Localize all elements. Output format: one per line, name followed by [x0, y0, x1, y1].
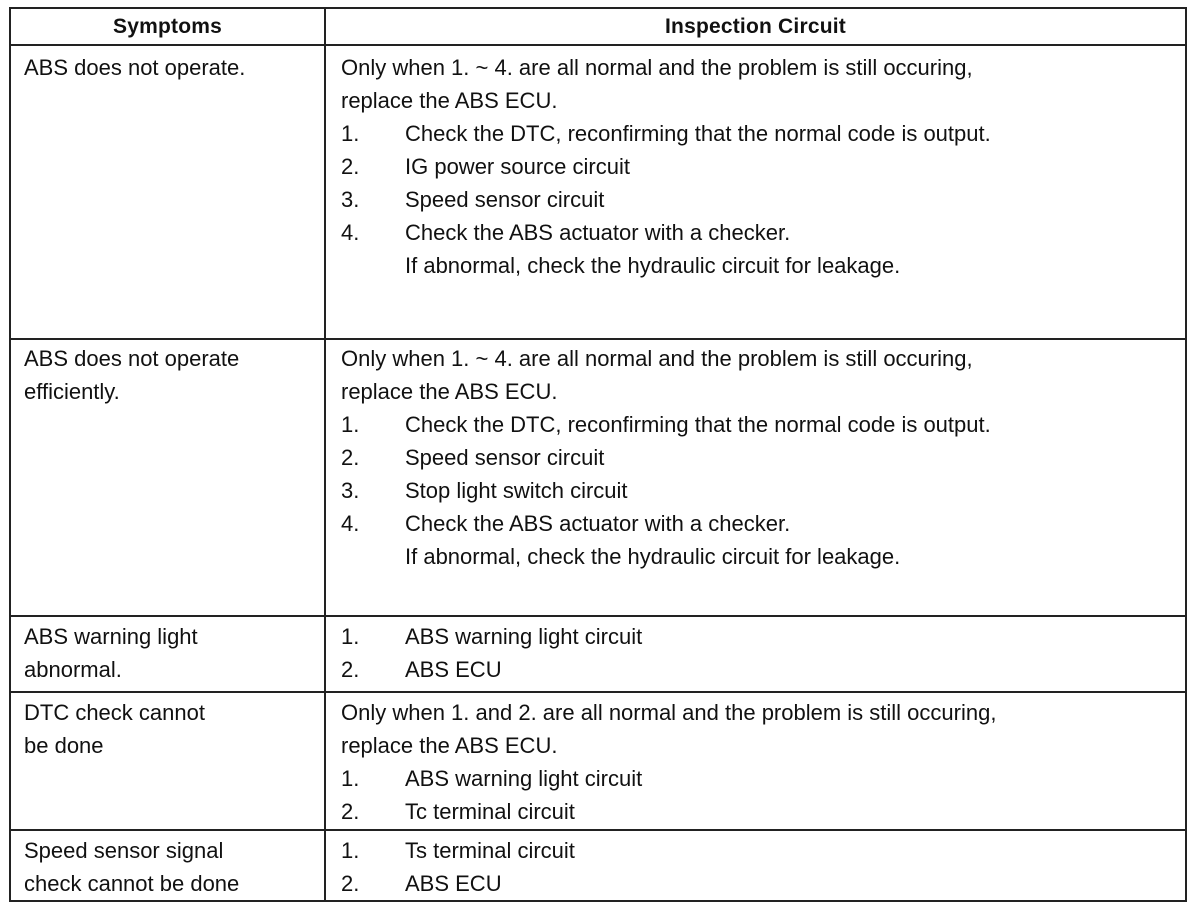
step-number: 3.: [341, 187, 360, 212]
symptom-text: be done: [24, 733, 104, 758]
inspection-cell: [325, 45, 1186, 339]
step-number: 2.: [341, 154, 360, 179]
inspection-step: [341, 507, 1175, 540]
inspection-step: [341, 762, 1175, 795]
step-number: 1.: [341, 838, 360, 863]
step-number: 1.: [341, 121, 360, 146]
table-row: [10, 692, 1186, 830]
inspection-step: [341, 117, 1175, 150]
inspection-step: [341, 216, 1175, 249]
step-text: IG power source circuit: [405, 154, 630, 179]
step-subnote: If abnormal, check the hydraulic circuit for leakage.: [405, 253, 901, 278]
intro-text: replace the ABS ECU.: [341, 379, 558, 404]
intro-text: replace the ABS ECU.: [341, 88, 558, 113]
inspection-step: [341, 150, 1175, 183]
step-text: Tc terminal circuit: [405, 799, 575, 824]
inspection-cell: [325, 692, 1186, 830]
step-number: 1.: [341, 412, 360, 437]
step-number: 2.: [341, 799, 360, 824]
inspection-step: [341, 183, 1175, 216]
symptom-cell: [10, 830, 325, 901]
step-text: Check the DTC, reconfirming that the normal code is output.: [405, 412, 991, 437]
symptom-cell: [10, 45, 325, 339]
step-number: 2.: [341, 871, 360, 896]
step-number: 2.: [341, 445, 360, 470]
symptom-cell: [10, 692, 325, 830]
step-text: ABS warning light circuit: [405, 766, 643, 791]
symptom-text: ABS does not operate: [24, 346, 240, 371]
intro-text: Only when 1. and 2. are all normal and the problem is still occuring,: [341, 700, 997, 725]
symptom-text: check cannot be done: [24, 871, 240, 896]
symptom-text: ABS does not operate.: [24, 55, 246, 80]
intro-text: replace the ABS ECU.: [341, 733, 558, 758]
inspection-step: [341, 474, 1175, 507]
step-text: Speed sensor circuit: [405, 187, 605, 212]
symptom-text: efficiently.: [24, 379, 120, 404]
inspection-circuit-header: Inspection Circuit: [325, 8, 1186, 45]
step-number: 3.: [341, 478, 360, 503]
step-number: 4.: [341, 220, 360, 245]
step-text: ABS ECU: [405, 871, 502, 896]
step-number: 4.: [341, 511, 360, 536]
symptom-cell: [10, 616, 325, 692]
symptom-cell: [10, 339, 325, 616]
step-number: 1.: [341, 624, 360, 649]
step-text: Check the ABS actuator with a checker.: [405, 220, 791, 245]
table-header-row: [10, 8, 1186, 45]
step-text: ABS warning light circuit: [405, 624, 643, 649]
symptom-text: abnormal.: [24, 657, 122, 682]
intro-text: Only when 1. ~ 4. are all normal and the problem is still occuring,: [341, 55, 973, 80]
inspection-step: [341, 620, 1175, 653]
symptom-text: Speed sensor signal: [24, 838, 224, 863]
step-text: ABS ECU: [405, 657, 502, 682]
step-text: Check the DTC, reconfirming that the normal code is output.: [405, 121, 991, 146]
table-row: [10, 616, 1186, 692]
inspection-step: [341, 834, 1175, 867]
step-number: 1.: [341, 766, 360, 791]
diagnosis-table: [9, 7, 1187, 902]
table-row: [10, 830, 1186, 901]
symptoms-header: Symptoms: [10, 8, 325, 45]
step-text: Ts terminal circuit: [405, 838, 575, 863]
step-text: Check the ABS actuator with a checker.: [405, 511, 791, 536]
table-row: [10, 45, 1186, 339]
inspection-cell: [325, 616, 1186, 692]
symptom-text: DTC check cannot: [24, 700, 205, 725]
table-row: [10, 339, 1186, 616]
inspection-step: [341, 441, 1175, 474]
step-text: Stop light switch circuit: [405, 478, 628, 503]
inspection-step: [341, 867, 1175, 900]
inspection-step: [341, 653, 1175, 686]
inspection-step: [341, 408, 1175, 441]
step-number: 2.: [341, 657, 360, 682]
inspection-cell: [325, 830, 1186, 901]
intro-text: Only when 1. ~ 4. are all normal and the problem is still occuring,: [341, 346, 973, 371]
inspection-cell: [325, 339, 1186, 616]
symptom-text: ABS warning light: [24, 624, 198, 649]
inspection-step: [341, 795, 1175, 828]
step-text: Speed sensor circuit: [405, 445, 605, 470]
step-subnote: If abnormal, check the hydraulic circuit for leakage.: [405, 544, 901, 569]
